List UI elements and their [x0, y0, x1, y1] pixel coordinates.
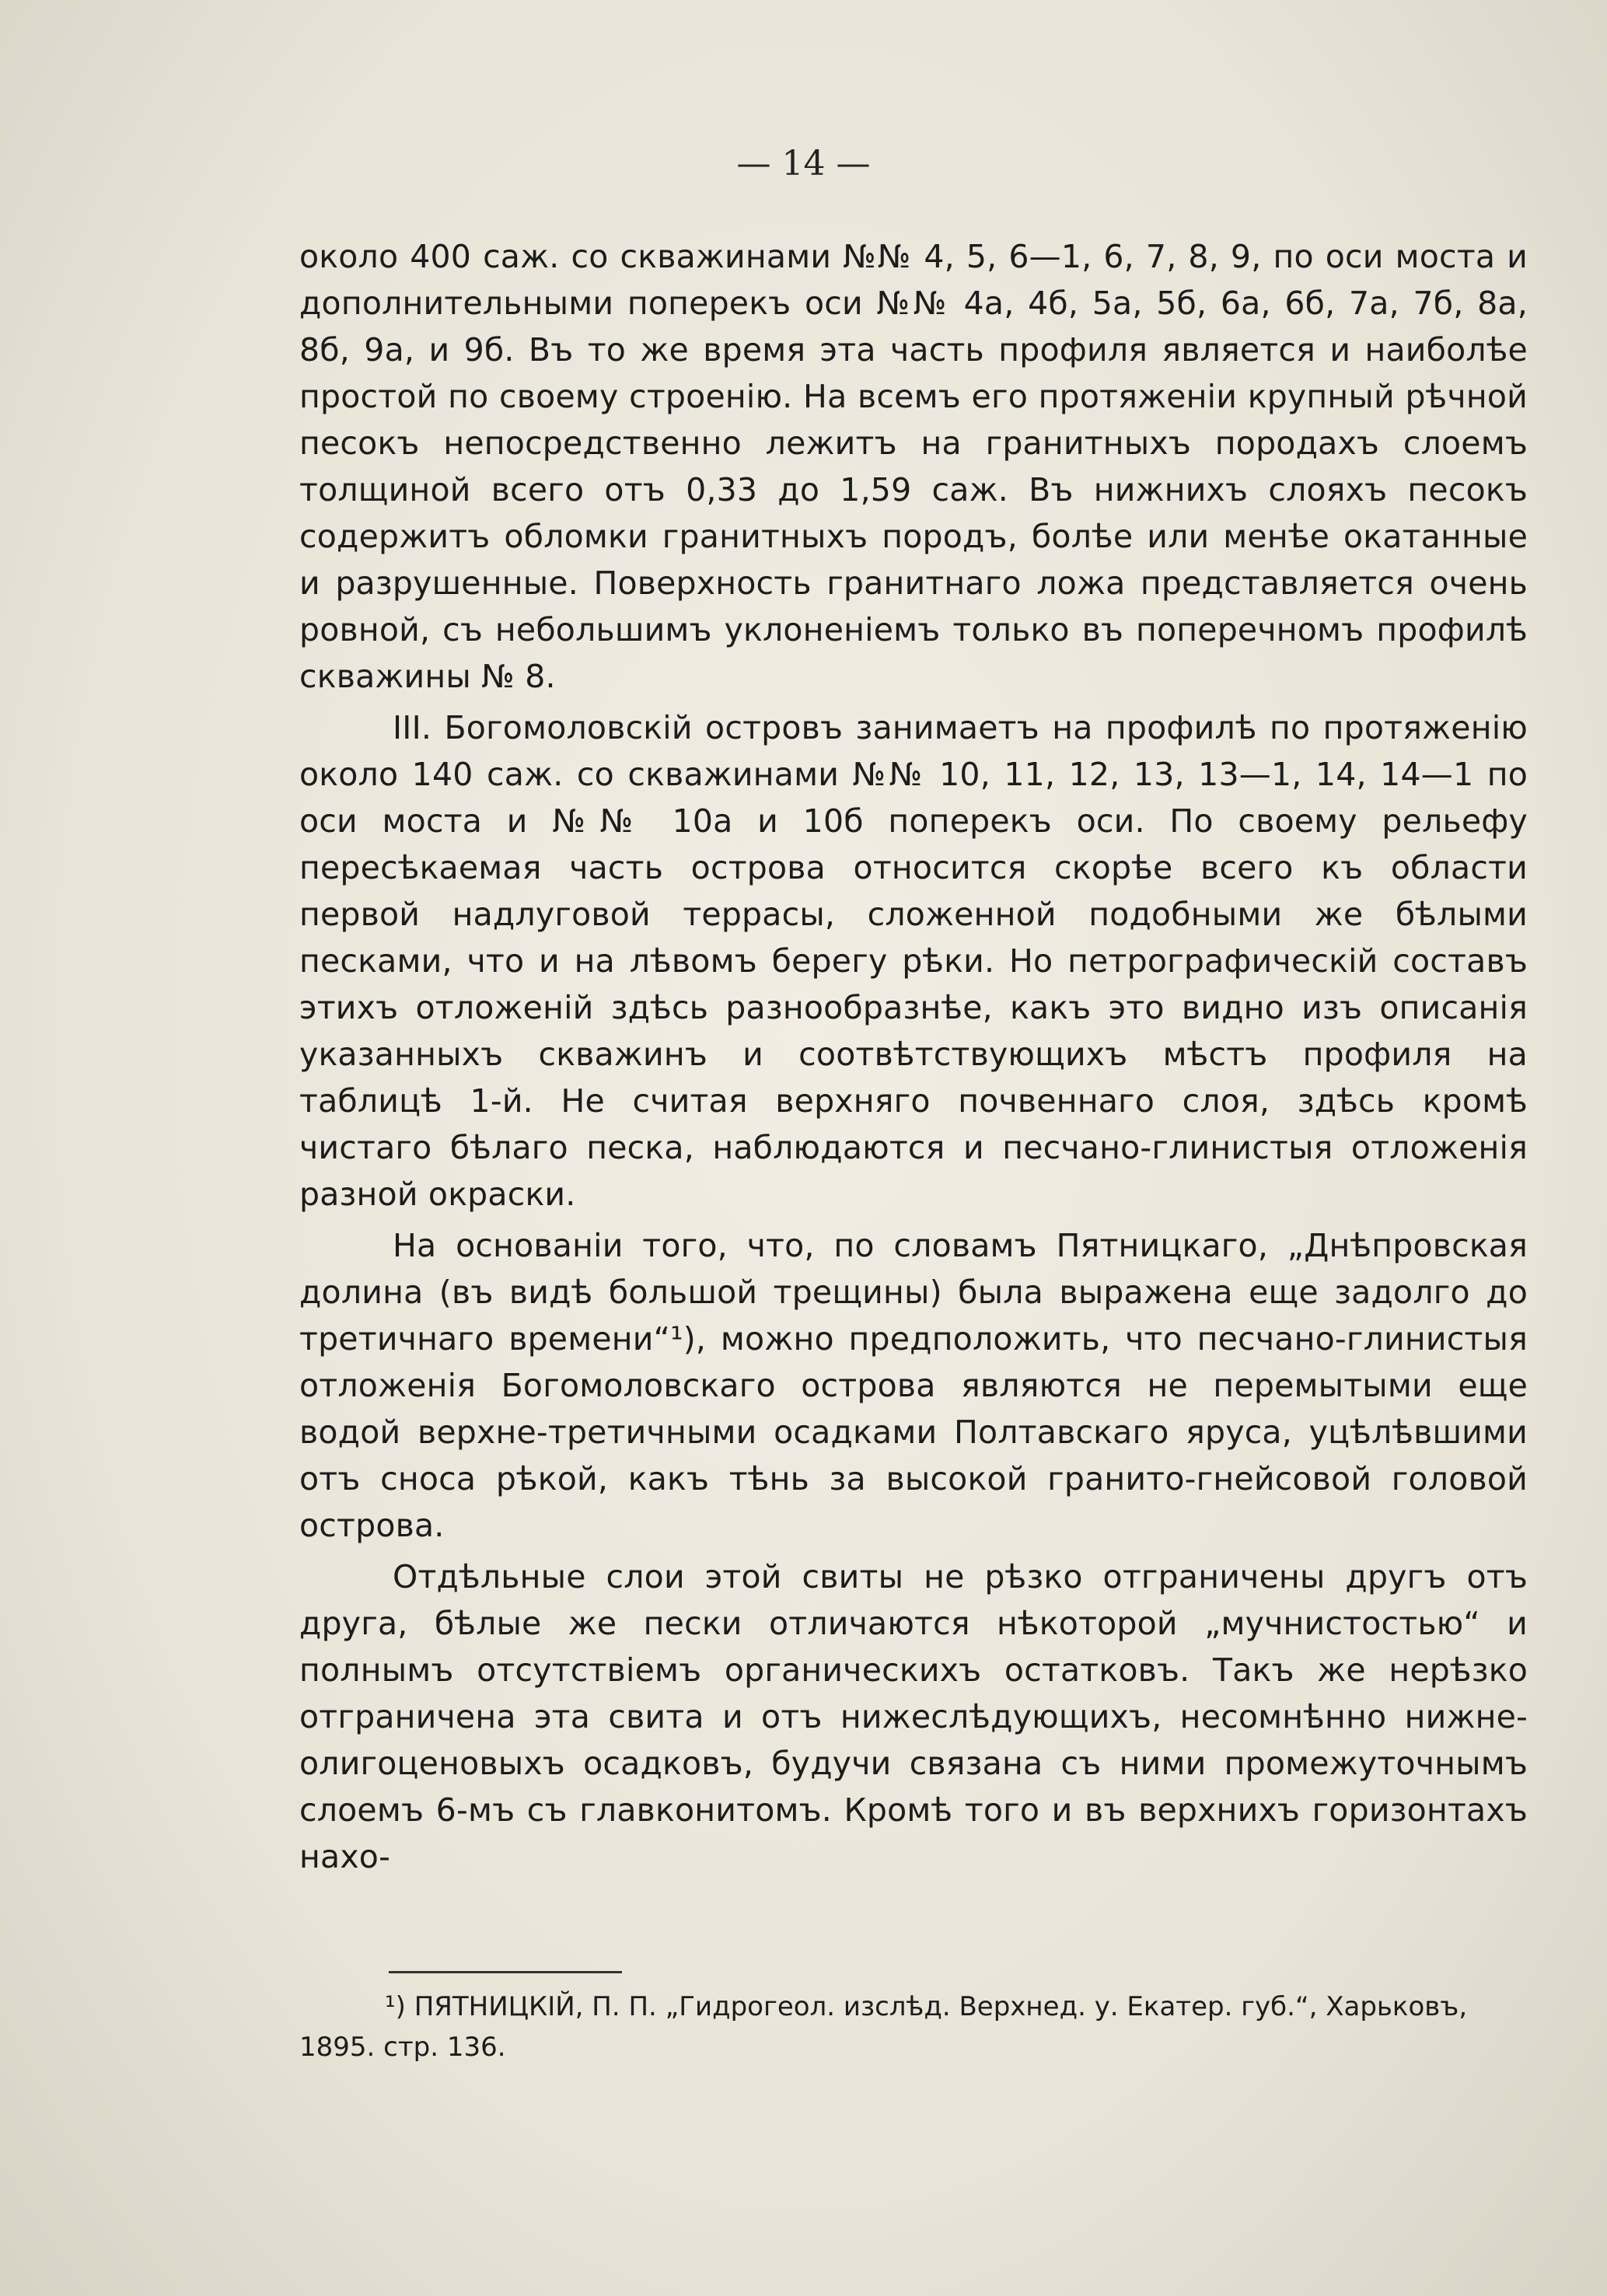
footnote-divider — [389, 1971, 622, 1973]
footnote: ¹) ПЯТНИЦКІЙ, П. П. „Гидрогеол. изслѣд. Верхнед. у. Екатер. губ.“, Харьковъ, 1895. стр. 136. — [299, 1991, 1468, 2063]
paragraph-2: III. Богомоловскій островъ занимаетъ на профилѣ по протяженію около 140 саж. со скважинами №№ 10, 11, 12, 13, 13—1, 14, 14—1 по оси моста и №№ 10а и 10б поперекъ оси. По своему рельефу пересѣкаемая часть острова относится скорѣе всего къ области первой надлуговой террасы, сложенной подобными же бѣлыми песками, что и на лѣвомъ берегу рѣки. Но петрографическій составъ этихъ отложеній здѣсь разнообразнѣе, какъ это видно изъ описанія указанныхъ скважинъ и соотвѣтствующихъ мѣстъ профиля на таблицѣ 1-й. Не считая верхняго почвеннаго слоя, здѣсь кромѣ чистаго бѣлаго песка, наблюдаются и песчано-глинистыя отложенія разной окраски. — [299, 709, 1528, 1213]
page-number: — 14 — — [736, 144, 871, 183]
paragraph-3: На основаніи того, что, по словамъ Пятницкаго, „Днѣпровская долина (въ видѣ большой трещины) была выражена еще задолго до третичнаго времени“¹), можно предположить, что песчано-глинистыя отложенія Богомоловскаго острова являются не перемытыми еще водой верхне-третичными осадками Полтавскаго яруса, уцѣлѣвшими отъ сноса рѣкой, какъ тѣнь за высокой гранито-гнейсовой головой острова. — [299, 1227, 1528, 1544]
paragraph-1: около 400 саж. со скважинами №№ 4, 5, 6—1, 6, 7, 8, 9, по оси моста и дополнительными поперекъ оси №№ 4а, 4б, 5а, 5б, 6а, 6б, 7а, 7б, 8а, 8б, 9а, и 9б. Въ то же время эта часть профиля является и наиболѣе простой по своему строенію. На всемъ его протяженіи крупный рѣчной песокъ непосредственно лежитъ на гранитныхъ породахъ слоемъ толщиной всего отъ 0,33 до 1,59 саж. Въ нижнихъ слояхъ песокъ содержитъ обломки гранитныхъ породъ, болѣе или менѣе окатанные и разрушенные. Поверхность гранитнаго ложа представляется очень ровной, съ небольшимъ уклоненіемъ только въ поперечномъ профилѣ скважины № 8. — [299, 238, 1528, 695]
body-text — [299, 233, 1528, 1885]
paragraph-4: Отдѣльные слои этой свиты не рѣзко отграничены другъ отъ друга, бѣлые же пески отличаются нѣкоторой „мучнистостью“ и полнымъ отсутствіемъ органическихъ остатковъ. Такъ же нерѣзко отграничена эта свита и отъ нижеслѣдующихъ, несомнѣнно нижне-олигоценовыхъ осадковъ, будучи связана съ ними промежуточнымъ слоемъ 6-мъ съ главконитомъ. Кромѣ того и въ верхнихъ горизонтахъ нахо- — [299, 1558, 1528, 1875]
